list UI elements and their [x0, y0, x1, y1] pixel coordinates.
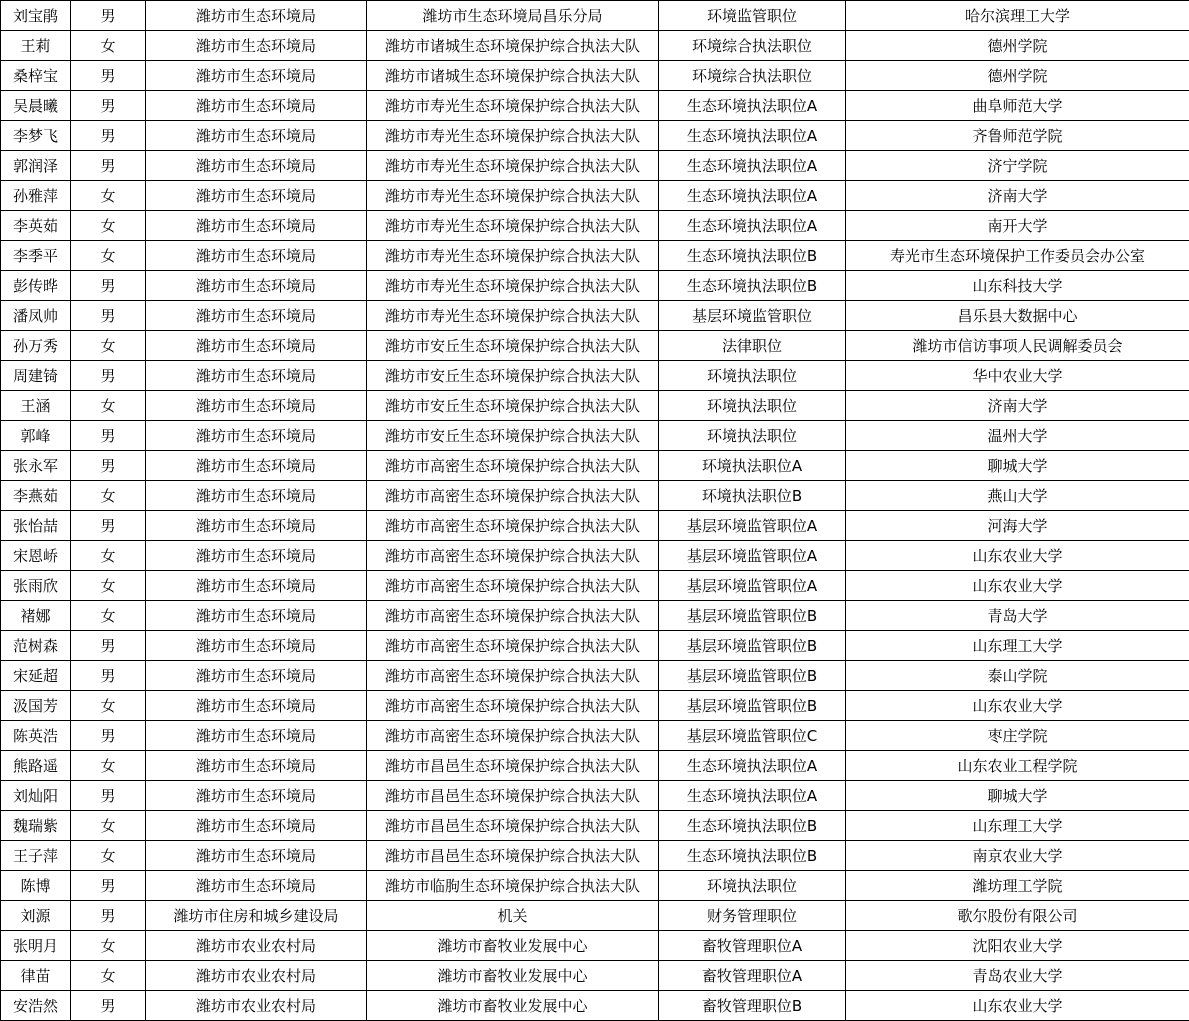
table-row — [1, 541, 1189, 571]
table-row — [1, 931, 1189, 961]
table-body — [1, 1, 1189, 1021]
department-cell: 潍坊市生态环境局 — [146, 241, 367, 271]
unit-cell: 潍坊市安丘生态环境保护综合执法大队 — [367, 391, 659, 421]
department-cell: 潍坊市生态环境局 — [146, 151, 367, 181]
name-cell: 李英茹 — [1, 211, 71, 241]
unit-cell: 潍坊市高密生态环境保护综合执法大队 — [367, 481, 659, 511]
table-row — [1, 991, 1189, 1021]
school-workplace-cell: 南开大学 — [846, 211, 1189, 241]
school-workplace-cell: 燕山大学 — [846, 481, 1189, 511]
department-cell: 潍坊市生态环境局 — [146, 871, 367, 901]
table-row — [1, 151, 1189, 181]
position-cell: 基层环境监管职位C — [659, 721, 846, 751]
name-cell: 刘灿阳 — [1, 781, 71, 811]
department-cell: 潍坊市生态环境局 — [146, 601, 367, 631]
table-row — [1, 811, 1189, 841]
school-workplace-cell: 青岛农业大学 — [846, 961, 1189, 991]
name-cell: 张雨欣 — [1, 571, 71, 601]
position-cell: 基层环境监管职位A — [659, 541, 846, 571]
gender-cell: 男 — [71, 271, 146, 301]
school-workplace-cell: 沈阳农业大学 — [846, 931, 1189, 961]
department-cell: 潍坊市生态环境局 — [146, 121, 367, 151]
unit-cell: 潍坊市高密生态环境保护综合执法大队 — [367, 721, 659, 751]
position-cell: 生态环境执法职位A — [659, 751, 846, 781]
name-cell: 李燕茹 — [1, 481, 71, 511]
gender-cell: 男 — [71, 661, 146, 691]
position-cell: 畜牧管理职位A — [659, 961, 846, 991]
table-row — [1, 751, 1189, 781]
name-cell: 郭峰 — [1, 421, 71, 451]
table-row — [1, 1, 1189, 31]
name-cell: 宋恩峤 — [1, 541, 71, 571]
gender-cell: 男 — [71, 301, 146, 331]
table-row — [1, 721, 1189, 751]
gender-cell: 女 — [71, 481, 146, 511]
unit-cell: 潍坊市安丘生态环境保护综合执法大队 — [367, 331, 659, 361]
school-workplace-cell: 泰山学院 — [846, 661, 1189, 691]
department-cell: 潍坊市生态环境局 — [146, 481, 367, 511]
table-row — [1, 451, 1189, 481]
school-workplace-cell: 山东农业大学 — [846, 691, 1189, 721]
unit-cell: 潍坊市生态环境局昌乐分局 — [367, 1, 659, 31]
name-cell: 陈博 — [1, 871, 71, 901]
gender-cell: 男 — [71, 721, 146, 751]
department-cell: 潍坊市农业农村局 — [146, 931, 367, 961]
gender-cell: 男 — [71, 901, 146, 931]
department-cell: 潍坊市生态环境局 — [146, 421, 367, 451]
position-cell: 环境执法职位 — [659, 361, 846, 391]
table-row — [1, 481, 1189, 511]
unit-cell: 潍坊市寿光生态环境保护综合执法大队 — [367, 181, 659, 211]
unit-cell: 潍坊市寿光生态环境保护综合执法大队 — [367, 271, 659, 301]
department-cell: 潍坊市生态环境局 — [146, 751, 367, 781]
gender-cell: 女 — [71, 211, 146, 241]
unit-cell: 潍坊市寿光生态环境保护综合执法大队 — [367, 91, 659, 121]
table-row — [1, 961, 1189, 991]
department-cell: 潍坊市生态环境局 — [146, 811, 367, 841]
table-row — [1, 91, 1189, 121]
name-cell: 吴晨曦 — [1, 91, 71, 121]
department-cell: 潍坊市生态环境局 — [146, 511, 367, 541]
school-workplace-cell: 温州大学 — [846, 421, 1189, 451]
gender-cell: 女 — [71, 571, 146, 601]
name-cell: 王莉 — [1, 31, 71, 61]
department-cell: 潍坊市生态环境局 — [146, 391, 367, 421]
department-cell: 潍坊市生态环境局 — [146, 451, 367, 481]
school-workplace-cell: 山东农业大学 — [846, 991, 1189, 1021]
department-cell: 潍坊市生态环境局 — [146, 181, 367, 211]
table-row — [1, 691, 1189, 721]
school-workplace-cell: 德州学院 — [846, 61, 1189, 91]
name-cell: 魏瑞紫 — [1, 811, 71, 841]
unit-cell: 潍坊市昌邑生态环境保护综合执法大队 — [367, 841, 659, 871]
position-cell: 环境执法职位A — [659, 451, 846, 481]
school-workplace-cell: 潍坊理工学院 — [846, 871, 1189, 901]
name-cell: 律苗 — [1, 961, 71, 991]
position-cell: 财务管理职位 — [659, 901, 846, 931]
unit-cell: 潍坊市高密生态环境保护综合执法大队 — [367, 571, 659, 601]
gender-cell: 女 — [71, 331, 146, 361]
name-cell: 安浩然 — [1, 991, 71, 1021]
gender-cell: 男 — [71, 871, 146, 901]
position-cell: 基层环境监管职位B — [659, 601, 846, 631]
school-workplace-cell: 德州学院 — [846, 31, 1189, 61]
gender-cell: 男 — [71, 511, 146, 541]
table-row — [1, 781, 1189, 811]
name-cell: 张永军 — [1, 451, 71, 481]
unit-cell: 潍坊市寿光生态环境保护综合执法大队 — [367, 151, 659, 181]
table-row — [1, 511, 1189, 541]
table-row — [1, 421, 1189, 451]
unit-cell: 潍坊市畜牧业发展中心 — [367, 991, 659, 1021]
department-cell: 潍坊市农业农村局 — [146, 991, 367, 1021]
department-cell: 潍坊市生态环境局 — [146, 691, 367, 721]
school-workplace-cell: 寿光市生态环境保护工作委员会办公室 — [846, 241, 1189, 271]
school-workplace-cell: 山东理工大学 — [846, 811, 1189, 841]
school-workplace-cell: 哈尔滨理工大学 — [846, 1, 1189, 31]
school-workplace-cell: 河海大学 — [846, 511, 1189, 541]
gender-cell: 女 — [71, 931, 146, 961]
department-cell: 潍坊市生态环境局 — [146, 271, 367, 301]
table-row — [1, 601, 1189, 631]
school-workplace-cell: 曲阜师范大学 — [846, 91, 1189, 121]
school-workplace-cell: 济宁学院 — [846, 151, 1189, 181]
position-cell: 环境执法职位 — [659, 871, 846, 901]
unit-cell: 潍坊市昌邑生态环境保护综合执法大队 — [367, 811, 659, 841]
name-cell: 孙雅萍 — [1, 181, 71, 211]
school-workplace-cell: 山东理工大学 — [846, 631, 1189, 661]
gender-cell: 女 — [71, 961, 146, 991]
unit-cell: 潍坊市安丘生态环境保护综合执法大队 — [367, 421, 659, 451]
name-cell: 刘宝鹃 — [1, 1, 71, 31]
department-cell: 潍坊市住房和城乡建设局 — [146, 901, 367, 931]
name-cell: 范树森 — [1, 631, 71, 661]
table-row — [1, 211, 1189, 241]
table-row — [1, 61, 1189, 91]
school-workplace-cell: 山东科技大学 — [846, 271, 1189, 301]
unit-cell: 潍坊市高密生态环境保护综合执法大队 — [367, 541, 659, 571]
school-workplace-cell: 昌乐县大数据中心 — [846, 301, 1189, 331]
unit-cell: 潍坊市诸城生态环境保护综合执法大队 — [367, 31, 659, 61]
name-cell: 彭传晔 — [1, 271, 71, 301]
school-workplace-cell: 济南大学 — [846, 181, 1189, 211]
department-cell: 潍坊市生态环境局 — [146, 61, 367, 91]
unit-cell: 潍坊市临朐生态环境保护综合执法大队 — [367, 871, 659, 901]
name-cell: 潘凤帅 — [1, 301, 71, 331]
department-cell: 潍坊市农业农村局 — [146, 961, 367, 991]
gender-cell: 女 — [71, 811, 146, 841]
unit-cell: 潍坊市寿光生态环境保护综合执法大队 — [367, 301, 659, 331]
position-cell: 基层环境监管职位B — [659, 631, 846, 661]
gender-cell: 女 — [71, 691, 146, 721]
school-workplace-cell: 山东农业大学 — [846, 541, 1189, 571]
department-cell: 潍坊市生态环境局 — [146, 331, 367, 361]
position-cell: 生态环境执法职位B — [659, 811, 846, 841]
table-row — [1, 271, 1189, 301]
position-cell: 生态环境执法职位A — [659, 211, 846, 241]
position-cell: 环境执法职位 — [659, 391, 846, 421]
name-cell: 李季平 — [1, 241, 71, 271]
gender-cell: 男 — [71, 631, 146, 661]
position-cell: 法律职位 — [659, 331, 846, 361]
gender-cell: 女 — [71, 391, 146, 421]
table-row — [1, 361, 1189, 391]
table-row — [1, 391, 1189, 421]
name-cell: 宋延超 — [1, 661, 71, 691]
department-cell: 潍坊市生态环境局 — [146, 31, 367, 61]
position-cell: 环境执法职位 — [659, 421, 846, 451]
table-row — [1, 871, 1189, 901]
table-row — [1, 841, 1189, 871]
gender-cell: 男 — [71, 121, 146, 151]
position-cell: 畜牧管理职位B — [659, 991, 846, 1021]
gender-cell: 男 — [71, 451, 146, 481]
gender-cell: 女 — [71, 841, 146, 871]
department-cell: 潍坊市生态环境局 — [146, 631, 367, 661]
gender-cell: 女 — [71, 241, 146, 271]
position-cell: 基层环境监管职位B — [659, 691, 846, 721]
school-workplace-cell: 歌尔股份有限公司 — [846, 901, 1189, 931]
unit-cell: 潍坊市诸城生态环境保护综合执法大队 — [367, 61, 659, 91]
position-cell: 基层环境监管职位 — [659, 301, 846, 331]
position-cell: 生态环境执法职位B — [659, 841, 846, 871]
department-cell: 潍坊市生态环境局 — [146, 721, 367, 751]
school-workplace-cell: 枣庄学院 — [846, 721, 1189, 751]
unit-cell: 潍坊市昌邑生态环境保护综合执法大队 — [367, 751, 659, 781]
table-row — [1, 331, 1189, 361]
department-cell: 潍坊市生态环境局 — [146, 541, 367, 571]
name-cell: 熊路遥 — [1, 751, 71, 781]
position-cell: 生态环境执法职位A — [659, 121, 846, 151]
unit-cell: 潍坊市寿光生态环境保护综合执法大队 — [367, 241, 659, 271]
gender-cell: 男 — [71, 61, 146, 91]
school-workplace-cell: 南京农业大学 — [846, 841, 1189, 871]
name-cell: 郭润泽 — [1, 151, 71, 181]
table-row — [1, 241, 1189, 271]
unit-cell: 潍坊市高密生态环境保护综合执法大队 — [367, 661, 659, 691]
table-row — [1, 301, 1189, 331]
name-cell: 王涵 — [1, 391, 71, 421]
table-row — [1, 631, 1189, 661]
school-workplace-cell: 聊城大学 — [846, 451, 1189, 481]
table-row — [1, 571, 1189, 601]
name-cell: 李梦飞 — [1, 121, 71, 151]
name-cell: 张怡喆 — [1, 511, 71, 541]
school-workplace-cell: 济南大学 — [846, 391, 1189, 421]
position-cell: 生态环境执法职位A — [659, 781, 846, 811]
unit-cell: 潍坊市昌邑生态环境保护综合执法大队 — [367, 781, 659, 811]
department-cell: 潍坊市生态环境局 — [146, 661, 367, 691]
name-cell: 桑梓宝 — [1, 61, 71, 91]
position-cell: 基层环境监管职位A — [659, 571, 846, 601]
name-cell: 周建锜 — [1, 361, 71, 391]
name-cell: 汲国芳 — [1, 691, 71, 721]
position-cell: 生态环境执法职位B — [659, 271, 846, 301]
table-row — [1, 661, 1189, 691]
unit-cell: 潍坊市畜牧业发展中心 — [367, 931, 659, 961]
gender-cell: 男 — [71, 1, 146, 31]
unit-cell: 潍坊市高密生态环境保护综合执法大队 — [367, 631, 659, 661]
position-cell: 环境综合执法职位 — [659, 61, 846, 91]
school-workplace-cell: 山东农业大学 — [846, 571, 1189, 601]
position-cell: 环境综合执法职位 — [659, 31, 846, 61]
position-cell: 生态环境执法职位A — [659, 181, 846, 211]
unit-cell: 机关 — [367, 901, 659, 931]
unit-cell: 潍坊市高密生态环境保护综合执法大队 — [367, 691, 659, 721]
department-cell: 潍坊市生态环境局 — [146, 571, 367, 601]
gender-cell: 女 — [71, 31, 146, 61]
position-cell: 环境监管职位 — [659, 1, 846, 31]
unit-cell: 潍坊市寿光生态环境保护综合执法大队 — [367, 211, 659, 241]
position-cell: 生态环境执法职位A — [659, 151, 846, 181]
unit-cell: 潍坊市高密生态环境保护综合执法大队 — [367, 451, 659, 481]
position-cell: 生态环境执法职位B — [659, 241, 846, 271]
table-row — [1, 901, 1189, 931]
position-cell: 基层环境监管职位B — [659, 661, 846, 691]
department-cell: 潍坊市生态环境局 — [146, 1, 367, 31]
table-row — [1, 121, 1189, 151]
school-workplace-cell: 青岛大学 — [846, 601, 1189, 631]
unit-cell: 潍坊市寿光生态环境保护综合执法大队 — [367, 121, 659, 151]
name-cell: 陈英浩 — [1, 721, 71, 751]
position-cell: 基层环境监管职位A — [659, 511, 846, 541]
table-row — [1, 31, 1189, 61]
unit-cell: 潍坊市高密生态环境保护综合执法大队 — [367, 511, 659, 541]
gender-cell: 男 — [71, 361, 146, 391]
gender-cell: 女 — [71, 601, 146, 631]
unit-cell: 潍坊市安丘生态环境保护综合执法大队 — [367, 361, 659, 391]
table-row — [1, 181, 1189, 211]
school-workplace-cell: 聊城大学 — [846, 781, 1189, 811]
gender-cell: 男 — [71, 151, 146, 181]
position-cell: 环境执法职位B — [659, 481, 846, 511]
department-cell: 潍坊市生态环境局 — [146, 361, 367, 391]
gender-cell: 女 — [71, 181, 146, 211]
gender-cell: 男 — [71, 421, 146, 451]
school-workplace-cell: 山东农业工程学院 — [846, 751, 1189, 781]
gender-cell: 女 — [71, 541, 146, 571]
name-cell: 刘源 — [1, 901, 71, 931]
unit-cell: 潍坊市高密生态环境保护综合执法大队 — [367, 601, 659, 631]
department-cell: 潍坊市生态环境局 — [146, 841, 367, 871]
gender-cell: 男 — [71, 991, 146, 1021]
unit-cell: 潍坊市畜牧业发展中心 — [367, 961, 659, 991]
name-cell: 张明月 — [1, 931, 71, 961]
position-cell: 生态环境执法职位A — [659, 91, 846, 121]
school-workplace-cell: 齐鲁师范学院 — [846, 121, 1189, 151]
department-cell: 潍坊市生态环境局 — [146, 781, 367, 811]
gender-cell: 男 — [71, 91, 146, 121]
department-cell: 潍坊市生态环境局 — [146, 211, 367, 241]
name-cell: 王子萍 — [1, 841, 71, 871]
school-workplace-cell: 华中农业大学 — [846, 361, 1189, 391]
gender-cell: 男 — [71, 781, 146, 811]
school-workplace-cell: 潍坊市信访事项人民调解委员会 — [846, 331, 1189, 361]
name-cell: 褚娜 — [1, 601, 71, 631]
position-cell: 畜牧管理职位A — [659, 931, 846, 961]
department-cell: 潍坊市生态环境局 — [146, 91, 367, 121]
name-cell: 孙万秀 — [1, 331, 71, 361]
gender-cell: 女 — [71, 751, 146, 781]
department-cell: 潍坊市生态环境局 — [146, 301, 367, 331]
